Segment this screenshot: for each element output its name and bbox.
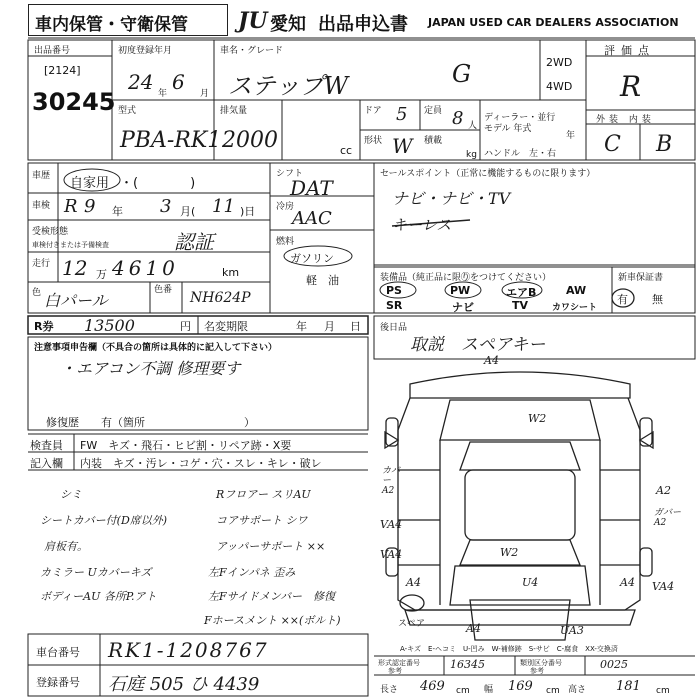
shape: W	[392, 134, 413, 158]
reg-no: 16345	[450, 658, 485, 671]
usage-suffix: ・( )	[120, 176, 196, 191]
diagram-label: スペア	[398, 619, 426, 629]
usage-value: 自家用	[70, 176, 110, 191]
model-year-label: モデル 年式	[484, 124, 532, 134]
inspection-year: 9	[84, 196, 96, 217]
height-label: 高さ	[568, 685, 587, 695]
inspector-note: シートカバー付(D席以外)	[40, 514, 168, 527]
vehicle-grade: G	[452, 60, 472, 88]
shape-label: 形状	[364, 136, 383, 146]
model-type-label: 型式	[118, 106, 137, 116]
logo-text: 愛知	[270, 14, 306, 35]
storage-label: 車内保管・守衛保管	[35, 15, 188, 35]
inspector-entry-label: 記入欄	[30, 457, 63, 470]
interior-grade: B	[656, 132, 673, 157]
inspector-note: コアサポート シワ	[216, 514, 308, 527]
equipment-leather-seat: カワシート	[552, 303, 598, 313]
handle-label: ハンドル 左・右	[484, 149, 557, 159]
first-reg-label: 初度登録年月	[118, 46, 173, 56]
reg-no-label: 形式認定番号	[378, 659, 420, 667]
chassis-label: 車台番号	[36, 646, 80, 659]
ac-label: 冷房	[276, 202, 295, 212]
recognition-value: 認証	[174, 230, 214, 254]
color-value: 白パール	[44, 291, 108, 310]
diagram-label: W2	[500, 546, 519, 559]
shift-label: シフト	[276, 169, 304, 179]
accessories-value: 取説 スペアキー	[410, 335, 546, 355]
fuel-alt: 軽 油	[306, 274, 339, 287]
diagram-label: ガバー A2	[654, 508, 682, 528]
kg-unit: kg	[466, 150, 477, 160]
displacement: 2000	[222, 128, 278, 153]
load-label: 積載	[424, 136, 443, 146]
import-label: ディーラー・並行	[484, 113, 556, 123]
fuel-label: 燃料	[276, 237, 295, 247]
name-change-label: 名変期限	[204, 320, 248, 333]
door-count: 5	[396, 104, 408, 125]
equipment-airbag: エアB	[506, 286, 537, 299]
mileage-rest: 4610	[112, 256, 179, 280]
recycle-label: R券	[34, 320, 54, 333]
recognition-sub: 車検付きまたは予備検査	[32, 241, 109, 249]
inspector-note: 肩板有。	[44, 540, 88, 553]
first-reg-year: 24	[128, 70, 154, 94]
accessories-label: 後日品	[380, 323, 408, 333]
sales-point-line2: キーレス	[392, 216, 452, 234]
evaluation-label: 評価点	[604, 44, 655, 57]
logo-mark: JU	[238, 8, 268, 34]
first-reg-month: 6	[172, 70, 185, 94]
name-change-month-unit: 月	[324, 320, 335, 333]
inspector-note: Rフロアー スリAU	[216, 488, 311, 501]
inspector-label: 検査員	[30, 439, 63, 452]
repair-history: 修復歴 有（箇所 ）	[46, 416, 255, 429]
length-value: 469	[420, 679, 445, 694]
lot-label: 出品番号	[34, 46, 71, 56]
warranty-yes: 有	[617, 293, 628, 306]
inspector-note: シミ	[60, 488, 82, 501]
cc-unit: cc	[340, 144, 353, 157]
width-value: 169	[508, 679, 533, 694]
height-value: 181	[616, 679, 641, 694]
recycle-unit: 円	[180, 320, 191, 333]
km-unit: km	[222, 266, 240, 279]
inspector-fw-row: FW キズ・飛石・ヒビ割・リペア跡・X要	[80, 439, 292, 452]
length-unit: cm	[456, 686, 470, 696]
inspector-note: 左Fインパネ 歪み	[208, 566, 296, 579]
ext-int-label: 外装 内装	[596, 115, 655, 125]
evaluation-score: R	[620, 70, 642, 103]
shift-value: DAT	[290, 176, 333, 200]
color-no-label: 色番	[154, 285, 173, 295]
first-reg-year-unit: 年	[158, 89, 168, 99]
width-label: 幅	[484, 685, 494, 695]
diagram-label: A4	[484, 354, 499, 367]
mileage-label: 走行	[32, 259, 51, 269]
equipment-tv: TV	[512, 299, 529, 312]
diagram-legend: A-キズ E-ヘコミ U-凹み W-補修跡 S-サビ C-腐食 XX-交換済	[400, 645, 618, 653]
plate-number: 石庭 505 ひ 4439	[108, 674, 260, 695]
inspector-note: アッパーサポート ××	[216, 540, 326, 553]
capacity-label: 定員	[424, 106, 443, 116]
diagram-label: A4	[620, 576, 635, 589]
color-no: NH624P	[190, 290, 251, 306]
equipment-navi: ナビ	[452, 301, 474, 314]
wd4-label: 4WD	[546, 80, 573, 93]
fuel-value: ガソリン	[290, 252, 334, 265]
inspector-note: 左Fサイドメンバー 修復	[208, 590, 335, 603]
recognition-label: 受検形態	[32, 227, 69, 237]
inspection-label: 車検	[32, 201, 51, 211]
ac-value: AAC	[292, 208, 332, 229]
inspection-day: 11	[212, 196, 235, 217]
diagram-label: VA4	[380, 548, 403, 561]
equipment-ps: PS	[386, 284, 402, 297]
recycle-amount: 13500	[84, 316, 135, 335]
class-label: 類別区分番号	[520, 659, 562, 667]
capacity-unit: 人	[468, 121, 478, 131]
diagram-label: A4	[466, 622, 481, 635]
equipment-aw: AW	[566, 284, 587, 297]
inspector-note: ボディーAU 各所P.アト	[40, 590, 157, 603]
vehicle-name-label: 車名・グレード	[220, 46, 284, 56]
equipment-sr: SR	[386, 299, 403, 312]
inspection-year-unit: 年	[112, 205, 123, 218]
capacity: 8	[452, 108, 464, 129]
inspector-note: カミラー Uカバーキズ	[40, 566, 152, 579]
model-type: PBA-RK1	[120, 128, 222, 153]
lot-sub-number: [2124]	[44, 64, 81, 77]
exterior-grade: C	[604, 132, 621, 157]
diagram-label: U4	[522, 576, 539, 589]
inspection-month-unit: 月(	[180, 205, 196, 218]
usage-label: 車歴	[32, 171, 51, 181]
lot-number: 30245	[32, 88, 116, 116]
name-change-day-unit: 日	[350, 320, 361, 333]
mileage-man-unit: 万	[96, 268, 107, 281]
notes-line1: ・エアコン不調 修理要す	[60, 359, 241, 378]
diagram-label: カバー A2	[382, 466, 401, 496]
inspector-interior-row: 内装 キズ・汚レ・コゲ・穴・スレ・キレ・破レ	[80, 457, 322, 470]
diagram-label: VA4	[380, 518, 403, 531]
equipment-pw: PW	[450, 284, 471, 297]
storage-label-box	[28, 4, 228, 36]
displacement-label: 排気量	[220, 106, 248, 116]
width-unit: cm	[546, 686, 560, 696]
inspection-month: 3	[160, 196, 172, 217]
warranty-label: 新車保証書	[618, 273, 664, 283]
diagram-label: A2	[656, 484, 671, 497]
diagram-label: VA4	[652, 580, 675, 593]
diagram-label: A4	[406, 576, 421, 589]
height-unit: cm	[656, 686, 670, 696]
model-year-unit: 年	[566, 131, 576, 141]
mileage-man: 12	[62, 256, 88, 280]
warranty-no: 無	[652, 293, 663, 306]
inspection-era: R	[64, 196, 78, 217]
sales-point-line1: ナビ・ナビ・TV	[392, 189, 511, 208]
wd2-label: 2WD	[546, 56, 573, 69]
chassis-number: RK1-1208767	[108, 638, 269, 662]
diagram-label: W2	[528, 412, 547, 425]
car-diagram	[385, 372, 653, 640]
vehicle-name: ステップW	[228, 72, 349, 100]
form-title: 出品申込書	[318, 14, 408, 35]
diagram-label: UA3	[560, 624, 584, 637]
notes-label: 注意事項申告欄（不具合の箇所は具体的に記入して下さい）	[34, 343, 278, 353]
door-label: ドア	[364, 106, 382, 116]
first-reg-month-unit: 月	[200, 89, 210, 99]
name-change-year-unit: 年	[296, 320, 307, 333]
class-sub: 参考	[530, 667, 544, 675]
class-no: 0025	[600, 658, 628, 671]
inspector-note: Fホースメント ××(ボルト)	[204, 614, 341, 627]
inspection-day-unit: )日	[240, 205, 256, 218]
association-name: JAPAN USED CAR DEALERS ASSOCIATION	[428, 16, 679, 29]
plate-label: 登録番号	[36, 676, 80, 689]
reg-no-sub: 参考	[388, 667, 402, 675]
sales-points-label: セールスポイント（正常に機能するものに限ります）	[380, 169, 596, 179]
length-label: 長さ	[380, 685, 399, 695]
color-label: 色	[32, 288, 42, 298]
equipment-label: 装備品（純正品に限り⃝をつけてください）	[380, 273, 552, 283]
